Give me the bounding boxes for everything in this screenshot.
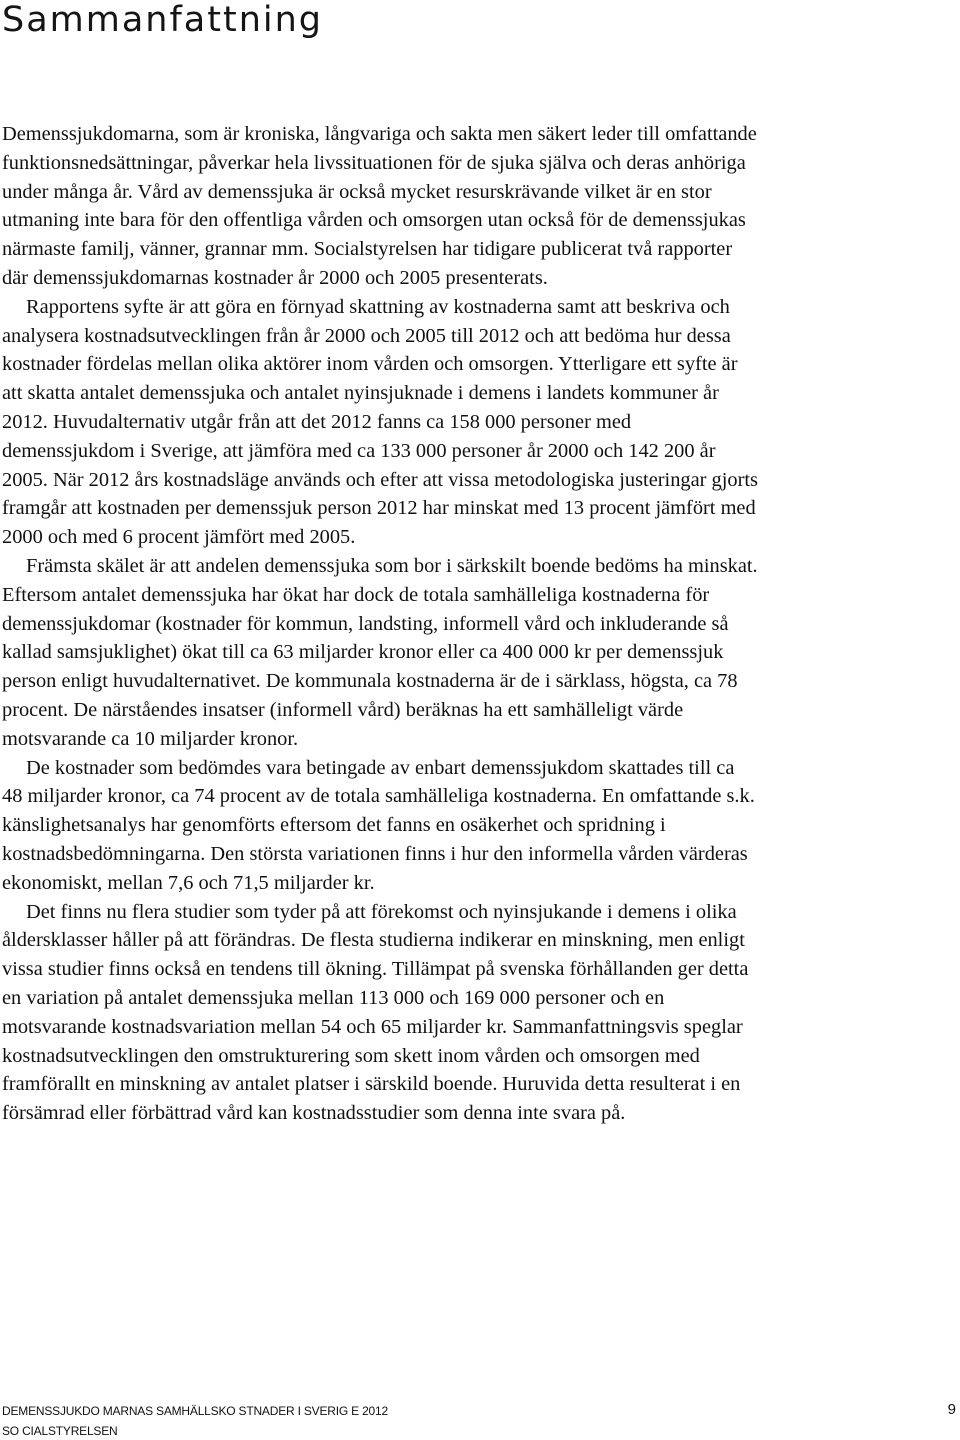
summary-body (2, 120, 758, 1128)
footer-report-title: DEMENSSJUKDO MARNAS SAMHÄLLSKO STNADER I SVERIG E 2012 (2, 1404, 388, 1418)
paragraph: Demenssjukdomarna, som är kroniska, långvariga och sakta men säkert leder till omfattande funktionsnedsättningar, påverkar hela livssituationen för de sjuka själva och deras anhöriga under många år. Vård av demenssjuka är också mycket resurskrävande vilket är en stor utmaning inte bara för den offentliga vården och omsorgen utan också för de demenssjukas närmaste familj, vänner, grannar mm. Socialstyrelsen har tidigare publicerat två rapporter där demenssjukdomarnas kostnader år 2000 och 2005 presenterats. (2, 123, 757, 289)
page-number: 9 (947, 1401, 956, 1418)
paragraph: De kostnader som bedömdes vara betingade av enbart demenssjukdom skattades till ca 48 miljarder kronor, ca 74 procent av de totala samhälleliga kostnaderna. En omfattande s.k. känslighetsanalys har genomförts eftersom det fanns en osäkerhet och spridning i kostnadsbedömningarna. Den största variationen finns i hur den informella vården värderas ekonomiskt, mellan 7,6 och 71,5 miljarder kr. (2, 756, 755, 894)
page-title: Sammanfattning (2, 0, 324, 40)
paragraph: Rapportens syfte är att göra en förnyad skattning av kostnaderna samt att beskriva och analysera kostnadsutvecklingen från år 2000 och 2005 till 2012 och att bedöma hur dessa kostnader fördelas mellan olika aktörer inom vården och omsorgen. Ytterligare ett syfte är att skatta antalet demenssjuka och antalet nyinsjuknade i demens i landets kommuner år 2012. Huvudalternativ utgår från att det 2012 fanns ca 158 000 personer med demenssjukdom i Sverige, att jämföra med ca 133 000 personer år 2000 och 142 200 år 2005. När 2012 års kostnadsläge används och efter att vissa metodologiska justeringar gjorts framgår att kostnaden per demenssjuk person 2012 har minskat med 13 procent jämfört med 2000 och med 6 procent jämfört med 2005. (2, 295, 758, 549)
paragraph: Främsta skälet är att andelen demenssjuka som bor i särkskilt boende bedöms ha minskat. Eftersom antalet demenssjuka har ökat har dock de totala samhälleliga kostnaderna för demenssjukdomar (kostnader för kommun, landsting, informell vård och inkluderande så kallad samsjuklighet) ökat till ca 63 miljarder kronor eller ca 400 000 kr per demenssjuk person enligt huvudalternativet. De kommunala kostnaderna är de i särklass, högsta, ca 78 procent. De närståendes insatser (informell vård) beräknas ha ett samhälleligt värde motsvarande ca 10 miljarder kronor. (2, 554, 758, 750)
paragraph: Det finns nu flera studier som tyder på att förekomst och nyinsjukande i demens i olika åldersklasser håller på att förändras. De flesta studierna indikerar en minskning, men enligt vissa studier finns också en tendens till ökning. Tillämpat på svenska förhållanden ger detta en variation på antalet demenssjuka mellan 113 000 och 169 000 personer och en motsvarande kostnadsvariation mellan 54 och 65 miljarder kr. Sammanfattningsvis speglar kostnadsutvecklingen den omstrukturering som skett inom vården och omsorgen med framförallt en minskning av antalet platser i särskild boende. Huruvida detta resulterat i en försämrad eller förbättrad vård kan kostnadsstudier som denna inte svara på. (2, 900, 749, 1125)
footer-publisher: SO CIALSTYRELSEN (2, 1424, 118, 1438)
